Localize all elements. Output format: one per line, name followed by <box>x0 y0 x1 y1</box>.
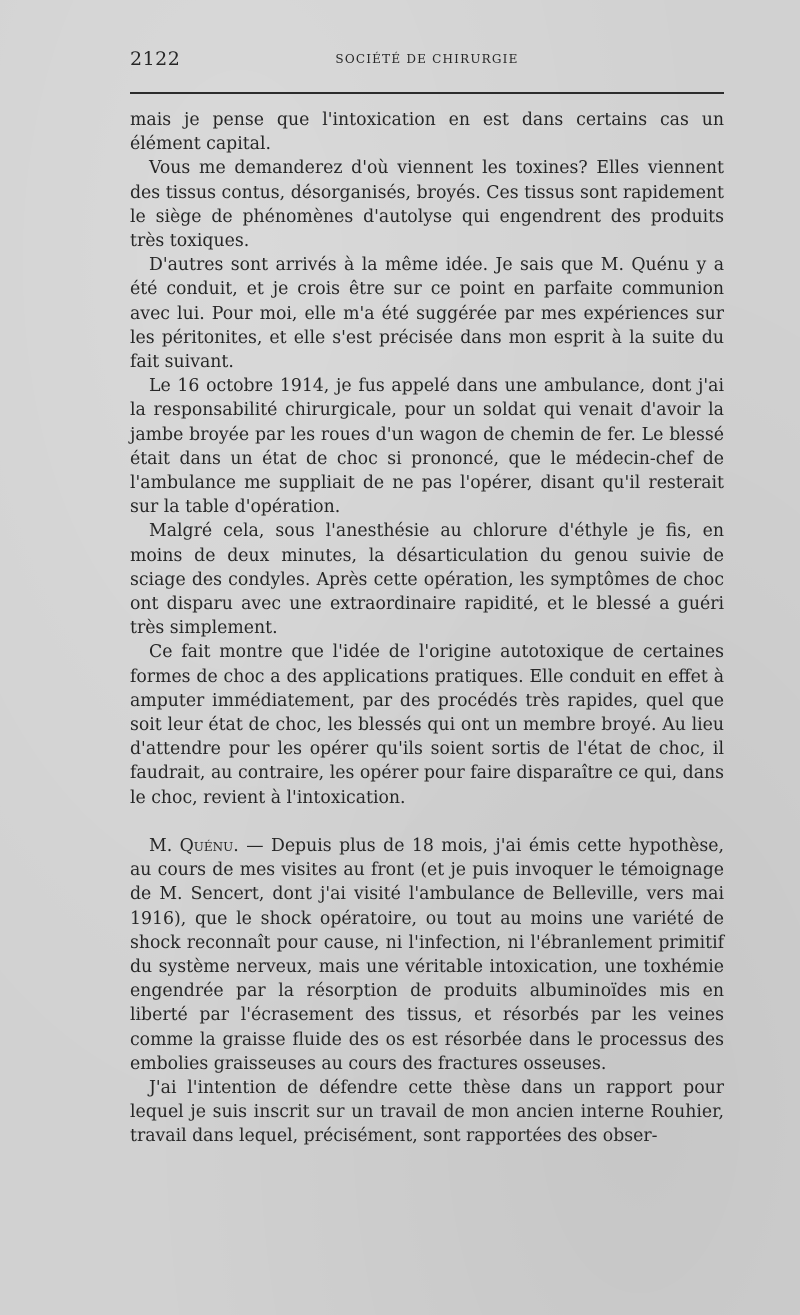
header-rule <box>130 92 724 94</box>
page-number: 2122 <box>130 48 181 70</box>
body-text <box>130 108 724 1149</box>
paragraph: Le 16 octobre 1914, je fus appelé dans une ambulance, dont j'ai la responsabilité chirurgicale, pour un soldat qui venait d'avoir la jambe broyée par les roues d'un wagon de chemin de fer. Le blessé était dans un état de choc si prononcé, que le médecin-chef de l'ambulance me suppliait de ne pas l'opérer, disant qu'il resterait sur la table d'opération. <box>130 376 724 518</box>
paragraph: Ce fait montre que l'idée de l'origine autotoxique de certaines formes de choc a des applications pratiques. Elle conduit en effet à amputer immédiatement, par des procédés très rapides, quel que soit leur état de choc, les blessés qui ont un membre broyé. Au lieu d'attendre pour les opérer qu'ils soient sortis de l'état de choc, il faudrait, au contraire, les opérer pour faire disparaître ce qui, dans le choc, revient à l'intoxication. <box>130 642 724 808</box>
paragraph: D'autres sont arrivés à la même idée. Je sais que M. Quénu y a été conduit, et je crois être sur ce point en parfaite communion avec lui. Pour moi, elle m'a été suggérée par mes expériences sur les péritonites, et elle s'est précisée dans mon esprit à la suite du fait suivant. <box>130 255 724 373</box>
page-header <box>130 48 724 74</box>
paragraph: Malgré cela, sous l'anesthésie au chlorure d'éthyle je fis, en moins de deux minutes, la désarticulation du genou suivie de sciage des condyles. Après cette opération, les symptômes de choc ont disparu avec une extraordinaire rapidité, et le blessé a guéri très simplement. <box>130 521 724 639</box>
speaker-paragraph <box>130 834 724 1076</box>
paragraph: Vous me demanderez d'où viennent les toxines? Elles viennent des tissus contus, désorganisés, broyés. Ces tissus sont rapidement le siège de phénomènes d'autolyse qui engendrent des produits très toxiques. <box>130 158 724 252</box>
running-title: SOCIÉTÉ DE CHIRURGIE <box>335 52 519 66</box>
paragraph-final: J'ai l'intention de défendre cette thèse dans un rapport pour lequel je suis inscrit sur un travail de mon ancien interne Rouhier, travail dans lequel, précisément, sont rapportées des obser- <box>130 1077 724 1147</box>
speaker-name: M. Quénu. <box>149 835 239 856</box>
paragraph-continuation: mais je pense que l'intoxication en est dans certains cas un élément capital. <box>130 110 724 155</box>
speaker-text: — Depuis plus de 18 mois, j'ai émis cette hypothèse, au cours de mes visites au front (et je puis invoquer le témoignage de M. Sencert, dont j'ai visité l'ambulance de Belleville, vers mai 1916), que le shock opératoire, ou tout au moins une variété de shock reconnaît pour cause, ni l'infection, ni l'ébranlement primitif du système nerveux, mais une véritable intoxication, une toxhémie engendrée par la résorption de produits albuminoïdes mis en liberté par l'écrasement des tissus, et résorbés par les veines comme la graisse fluide des os est résorbée dans le processus des embolies graisseuses au cours des fractures osseuses. <box>130 835 724 1074</box>
